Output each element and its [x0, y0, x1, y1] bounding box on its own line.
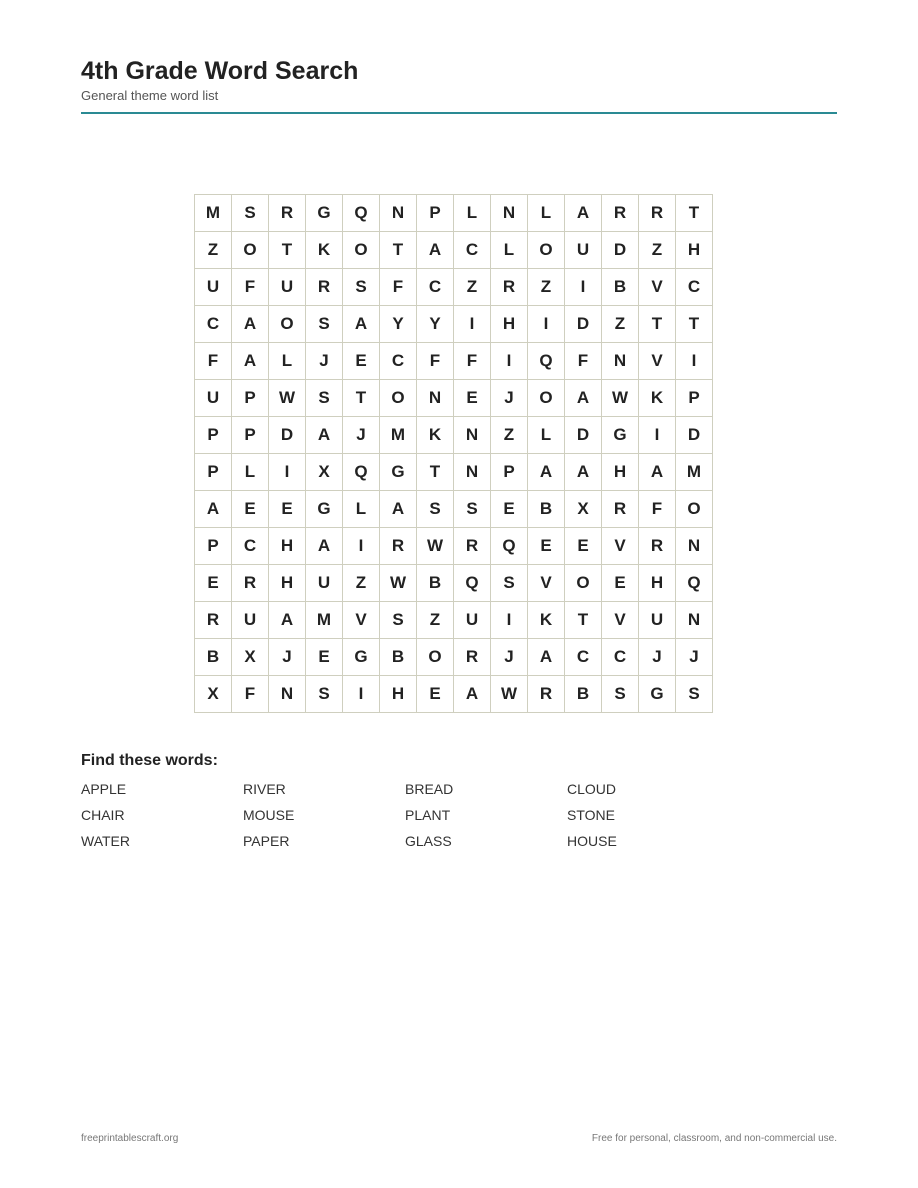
word-item: PLANT — [405, 807, 451, 823]
grid-cell[interactable]: G — [602, 417, 639, 454]
word-item: BREAD — [405, 781, 454, 797]
grid-cell[interactable]: R — [491, 269, 528, 306]
grid-cell[interactable]: I — [454, 306, 491, 343]
grid-cell[interactable]: A — [232, 343, 269, 380]
grid-cell[interactable]: T — [676, 306, 713, 343]
grid-cell[interactable]: P — [195, 454, 232, 491]
grid-cell[interactable]: F — [232, 269, 269, 306]
grid-cell[interactable]: S — [491, 565, 528, 602]
grid-cell[interactable]: I — [343, 676, 380, 713]
grid-cell[interactable]: Y — [380, 306, 417, 343]
grid-cell[interactable]: P — [195, 417, 232, 454]
grid-cell[interactable]: R — [306, 269, 343, 306]
grid-cell[interactable]: H — [602, 454, 639, 491]
grid-cell[interactable]: D — [676, 417, 713, 454]
grid-cell[interactable]: M — [676, 454, 713, 491]
grid-cell[interactable]: A — [417, 232, 454, 269]
grid-cell[interactable]: S — [454, 491, 491, 528]
grid-cell[interactable]: U — [306, 565, 343, 602]
grid-cell[interactable]: R — [454, 528, 491, 565]
grid-cell[interactable]: T — [676, 195, 713, 232]
grid-cell[interactable]: F — [417, 343, 454, 380]
grid-cell[interactable]: R — [639, 528, 676, 565]
word-list-heading: Find these words: — [81, 752, 218, 769]
grid-cell[interactable]: N — [380, 195, 417, 232]
grid-cell[interactable]: Q — [343, 454, 380, 491]
grid-cell[interactable]: C — [380, 343, 417, 380]
grid-cell[interactable]: W — [269, 380, 306, 417]
grid-cell[interactable]: O — [269, 306, 306, 343]
grid-cell[interactable]: I — [343, 528, 380, 565]
grid-cell[interactable]: E — [491, 491, 528, 528]
grid-cell[interactable]: W — [491, 676, 528, 713]
grid-cell[interactable]: Q — [491, 528, 528, 565]
grid-cell[interactable]: W — [417, 528, 454, 565]
grid-cell[interactable]: Z — [491, 417, 528, 454]
grid-cell[interactable]: H — [491, 306, 528, 343]
grid-cell[interactable]: E — [306, 639, 343, 676]
grid-cell[interactable]: E — [454, 380, 491, 417]
grid-cell[interactable]: Y — [417, 306, 454, 343]
grid-cell[interactable]: V — [639, 269, 676, 306]
grid-cell[interactable]: S — [417, 491, 454, 528]
grid-cell[interactable]: S — [306, 676, 343, 713]
grid-cell[interactable]: A — [454, 676, 491, 713]
word-item: STONE — [567, 807, 615, 823]
grid-cell[interactable]: T — [417, 454, 454, 491]
grid-cell[interactable]: O — [417, 639, 454, 676]
grid-cell[interactable]: J — [343, 417, 380, 454]
page-title: 4th Grade Word Search — [81, 57, 359, 85]
grid-row — [195, 343, 713, 380]
grid-cell[interactable]: H — [269, 528, 306, 565]
grid-cell[interactable]: E — [269, 491, 306, 528]
grid-cell[interactable]: I — [491, 343, 528, 380]
grid-cell[interactable]: R — [528, 676, 565, 713]
grid-cell[interactable]: R — [602, 195, 639, 232]
grid-cell[interactable]: Q — [676, 565, 713, 602]
footer-site: freeprintablescraft.org — [81, 1133, 179, 1144]
grid-cell[interactable]: A — [565, 195, 602, 232]
grid-cell[interactable]: Q — [343, 195, 380, 232]
grid-cell[interactable]: P — [232, 380, 269, 417]
grid-cell[interactable]: D — [269, 417, 306, 454]
grid-cell[interactable]: N — [269, 676, 306, 713]
grid-cell[interactable]: A — [639, 454, 676, 491]
grid-cell[interactable]: Z — [639, 232, 676, 269]
grid-cell[interactable]: K — [306, 232, 343, 269]
grid-cell[interactable]: K — [528, 602, 565, 639]
grid-cell[interactable]: Z — [528, 269, 565, 306]
grid-cell[interactable]: K — [417, 417, 454, 454]
grid-cell[interactable]: J — [269, 639, 306, 676]
grid-cell[interactable]: I — [565, 269, 602, 306]
grid-cell[interactable]: T — [380, 232, 417, 269]
grid-cell[interactable]: N — [417, 380, 454, 417]
grid-cell[interactable]: W — [380, 565, 417, 602]
grid-cell[interactable]: O — [565, 565, 602, 602]
grid-cell[interactable]: B — [195, 639, 232, 676]
grid-cell[interactable]: G — [306, 195, 343, 232]
grid-cell[interactable]: O — [380, 380, 417, 417]
grid-cell[interactable]: Q — [454, 565, 491, 602]
grid-cell[interactable]: F — [639, 491, 676, 528]
footer-license: Free for personal, classroom, and non-commercial use. — [591, 1133, 837, 1144]
grid-cell[interactable]: A — [565, 454, 602, 491]
grid-cell[interactable]: R — [195, 602, 232, 639]
grid-cell[interactable]: T — [269, 232, 306, 269]
grid-cell[interactable]: Z — [343, 565, 380, 602]
grid-row — [195, 417, 713, 454]
grid-cell[interactable]: A — [528, 454, 565, 491]
grid-cell[interactable]: L — [269, 343, 306, 380]
grid-cell[interactable]: N — [491, 195, 528, 232]
grid-row — [195, 306, 713, 343]
grid-cell[interactable]: U — [232, 602, 269, 639]
word-item: PAPER — [243, 833, 290, 849]
grid-cell[interactable]: L — [454, 195, 491, 232]
grid-cell[interactable]: Q — [528, 343, 565, 380]
grid-row — [195, 269, 713, 306]
grid-row — [195, 639, 713, 676]
grid-cell[interactable]: A — [343, 306, 380, 343]
grid-cell[interactable]: K — [639, 380, 676, 417]
grid-cell[interactable]: E — [417, 676, 454, 713]
grid-cell[interactable]: Z — [602, 306, 639, 343]
grid-cell[interactable]: G — [380, 454, 417, 491]
grid-cell[interactable]: L — [528, 417, 565, 454]
grid-cell[interactable]: M — [195, 195, 232, 232]
grid-cell[interactable]: A — [232, 306, 269, 343]
grid-row — [195, 528, 713, 565]
grid-cell[interactable]: C — [417, 269, 454, 306]
grid-cell[interactable]: S — [380, 602, 417, 639]
grid-row — [195, 195, 713, 232]
word-item: WATER — [81, 833, 130, 849]
grid-cell[interactable]: L — [343, 491, 380, 528]
grid-cell[interactable]: B — [528, 491, 565, 528]
grid-cell[interactable]: I — [491, 602, 528, 639]
grid-cell[interactable]: U — [195, 269, 232, 306]
page-subtitle: General theme word list — [81, 88, 219, 103]
grid-cell[interactable]: S — [676, 676, 713, 713]
grid-cell[interactable]: H — [676, 232, 713, 269]
grid-cell[interactable]: C — [565, 639, 602, 676]
grid-cell[interactable]: R — [269, 195, 306, 232]
word-item: APPLE — [81, 781, 127, 797]
grid-cell[interactable]: A — [306, 528, 343, 565]
grid-cell[interactable]: M — [380, 417, 417, 454]
grid-cell[interactable]: A — [195, 491, 232, 528]
grid-cell[interactable]: B — [380, 639, 417, 676]
grid-cell[interactable]: F — [195, 343, 232, 380]
grid-cell[interactable]: P — [491, 454, 528, 491]
grid-cell[interactable]: L — [528, 195, 565, 232]
grid-cell[interactable]: R — [380, 528, 417, 565]
grid-cell[interactable]: E — [343, 343, 380, 380]
grid-cell[interactable]: C — [454, 232, 491, 269]
grid-cell[interactable]: G — [306, 491, 343, 528]
grid-cell[interactable]: G — [639, 676, 676, 713]
header-divider — [81, 112, 837, 114]
grid-cell[interactable]: V — [602, 602, 639, 639]
grid-cell[interactable]: L — [491, 232, 528, 269]
grid-cell[interactable]: X — [565, 491, 602, 528]
grid-cell[interactable]: E — [602, 565, 639, 602]
grid-row — [195, 232, 713, 269]
word-list — [81, 780, 837, 850]
word-item: GLASS — [405, 833, 452, 849]
grid-row — [195, 454, 713, 491]
word-item: RIVER — [243, 781, 286, 797]
grid-cell[interactable]: D — [565, 306, 602, 343]
grid-cell[interactable]: N — [454, 417, 491, 454]
grid-cell[interactable]: U — [565, 232, 602, 269]
grid-cell[interactable]: Z — [417, 602, 454, 639]
grid-cell[interactable]: C — [676, 269, 713, 306]
grid-cell[interactable]: H — [269, 565, 306, 602]
grid-cell[interactable]: B — [565, 676, 602, 713]
grid-cell[interactable]: O — [676, 491, 713, 528]
grid-cell[interactable]: X — [195, 676, 232, 713]
grid-row — [195, 565, 713, 602]
grid-cell[interactable]: A — [380, 491, 417, 528]
grid-cell[interactable]: A — [306, 417, 343, 454]
grid-cell[interactable]: O — [343, 232, 380, 269]
grid-cell[interactable]: J — [491, 639, 528, 676]
grid-cell[interactable]: I — [639, 417, 676, 454]
grid-cell[interactable]: V — [602, 528, 639, 565]
grid-row — [195, 676, 713, 713]
grid-cell[interactable]: R — [602, 491, 639, 528]
grid-cell[interactable]: J — [306, 343, 343, 380]
grid-cell[interactable]: F — [380, 269, 417, 306]
grid-cell[interactable]: W — [602, 380, 639, 417]
grid-cell[interactable]: V — [528, 565, 565, 602]
grid-cell[interactable]: C — [602, 639, 639, 676]
grid-cell[interactable]: J — [491, 380, 528, 417]
grid-row — [195, 491, 713, 528]
grid-cell[interactable]: S — [232, 195, 269, 232]
grid-cell[interactable]: P — [417, 195, 454, 232]
grid-cell[interactable]: P — [195, 528, 232, 565]
grid-cell[interactable]: T — [639, 306, 676, 343]
grid-cell[interactable]: E — [232, 491, 269, 528]
grid-cell[interactable]: D — [565, 417, 602, 454]
grid-cell[interactable]: N — [602, 343, 639, 380]
grid-cell[interactable]: E — [565, 528, 602, 565]
grid-cell[interactable]: R — [232, 565, 269, 602]
grid-cell[interactable]: C — [232, 528, 269, 565]
grid-cell[interactable]: H — [639, 565, 676, 602]
word-search-grid — [194, 194, 713, 713]
grid-cell[interactable]: O — [232, 232, 269, 269]
grid-cell[interactable]: S — [306, 380, 343, 417]
word-list-section — [81, 751, 837, 850]
grid-cell[interactable]: B — [417, 565, 454, 602]
grid-cell[interactable]: E — [195, 565, 232, 602]
grid-cell[interactable]: N — [454, 454, 491, 491]
word-item: MOUSE — [243, 807, 295, 823]
grid-cell[interactable]: O — [528, 232, 565, 269]
grid-cell[interactable]: C — [195, 306, 232, 343]
grid-cell[interactable]: G — [343, 639, 380, 676]
grid-cell[interactable]: X — [306, 454, 343, 491]
grid-cell[interactable]: P — [676, 380, 713, 417]
grid-cell[interactable]: L — [232, 454, 269, 491]
grid-row — [195, 380, 713, 417]
grid-cell[interactable]: V — [343, 602, 380, 639]
grid-cell[interactable]: H — [380, 676, 417, 713]
grid-cell[interactable]: D — [602, 232, 639, 269]
grid-cell[interactable]: J — [639, 639, 676, 676]
grid-cell[interactable]: S — [602, 676, 639, 713]
grid-cell[interactable]: U — [454, 602, 491, 639]
grid-cell[interactable]: Z — [195, 232, 232, 269]
page-header — [81, 56, 837, 104]
grid-cell[interactable]: X — [232, 639, 269, 676]
grid-cell[interactable]: F — [232, 676, 269, 713]
grid-cell[interactable]: T — [343, 380, 380, 417]
grid-cell[interactable]: U — [269, 269, 306, 306]
grid-cell[interactable]: I — [676, 343, 713, 380]
grid-cell[interactable]: B — [602, 269, 639, 306]
grid-cell[interactable]: F — [454, 343, 491, 380]
grid-cell[interactable]: A — [565, 380, 602, 417]
grid-cell[interactable]: F — [565, 343, 602, 380]
letter-grid-table — [194, 194, 713, 713]
grid-cell[interactable]: R — [454, 639, 491, 676]
grid-cell[interactable]: M — [306, 602, 343, 639]
grid-cell[interactable]: O — [528, 380, 565, 417]
grid-row — [195, 602, 713, 639]
grid-cell[interactable]: A — [528, 639, 565, 676]
word-item: CHAIR — [81, 807, 125, 823]
grid-cell[interactable]: E — [528, 528, 565, 565]
grid-cell[interactable]: N — [676, 528, 713, 565]
grid-cell[interactable]: N — [676, 602, 713, 639]
grid-cell[interactable]: I — [269, 454, 306, 491]
grid-cell[interactable]: R — [639, 195, 676, 232]
grid-cell[interactable]: P — [232, 417, 269, 454]
grid-cell[interactable]: I — [528, 306, 565, 343]
grid-cell[interactable]: U — [639, 602, 676, 639]
grid-cell[interactable]: Z — [454, 269, 491, 306]
word-item: CLOUD — [567, 781, 617, 797]
grid-cell[interactable]: A — [269, 602, 306, 639]
grid-cell[interactable]: T — [565, 602, 602, 639]
grid-cell[interactable]: S — [343, 269, 380, 306]
grid-cell[interactable]: S — [306, 306, 343, 343]
grid-cell[interactable]: J — [676, 639, 713, 676]
grid-cell[interactable]: U — [195, 380, 232, 417]
grid-cell[interactable]: V — [639, 343, 676, 380]
word-item: HOUSE — [567, 833, 617, 849]
